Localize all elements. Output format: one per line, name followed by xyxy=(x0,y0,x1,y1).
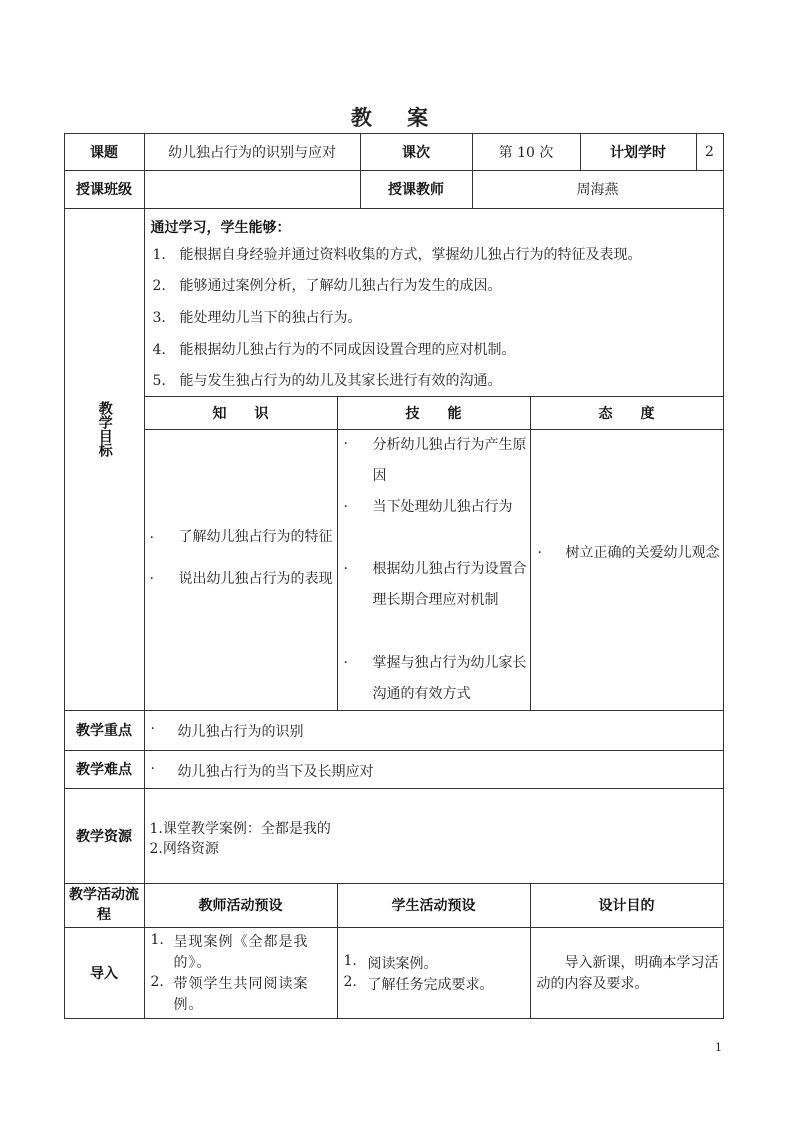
objective-item xyxy=(152,335,516,366)
purpose-cell xyxy=(530,927,724,1019)
bullet: · xyxy=(150,760,155,777)
item-num: 2. xyxy=(343,973,357,990)
knowledge-item: 说出幼儿独占行为的表现 xyxy=(178,570,333,587)
session-label: 课次 xyxy=(360,133,473,171)
attitude-header: 态 度 xyxy=(530,396,724,430)
bullet: · xyxy=(343,560,348,577)
knowledge-item: 了解幼儿独占行为的特征 xyxy=(178,528,333,545)
skills-header: 技 能 xyxy=(337,396,531,430)
objective-item xyxy=(152,366,502,397)
key-point-text: 幼儿独占行为的识别 xyxy=(177,723,304,740)
attitude-cell xyxy=(530,429,724,711)
objectives-label xyxy=(64,208,145,711)
attitude-item: 树立正确的关爱幼儿观念 xyxy=(565,544,720,561)
item-num: 1. xyxy=(150,931,164,948)
knowledge-cell xyxy=(144,429,338,711)
objective-num: 3. xyxy=(152,309,166,326)
resources-cell xyxy=(144,788,724,884)
resource-item: 2.网络资源 xyxy=(149,840,219,857)
teacher-value: 周海燕 xyxy=(472,170,724,209)
resources-label: 教学资源 xyxy=(64,788,145,884)
bullet: · xyxy=(343,498,348,515)
skill-item: 分析幼儿独占行为产生原因 xyxy=(372,436,527,484)
teacher-activity-item: 呈现案例《全都是我的》。 xyxy=(173,933,309,971)
bullet: · xyxy=(343,654,348,671)
objective-num: 2. xyxy=(152,277,166,294)
knowledge-header: 知 识 xyxy=(144,396,338,430)
flow-label: 教学活动流程 xyxy=(64,883,145,928)
page-title: 教 案 xyxy=(350,106,443,130)
bullet: · xyxy=(149,529,154,546)
key-point-label: 教学重点 xyxy=(64,710,145,751)
objective-item xyxy=(152,240,642,271)
skill-item: 掌握与独占行为幼儿家长沟通的有效方式 xyxy=(372,654,527,702)
objective-text: 能与发生独占行为的幼儿及其家长进行有效的沟通。 xyxy=(179,372,502,389)
key-point-cell xyxy=(144,710,724,751)
page-number: 1 xyxy=(715,1041,722,1054)
objective-num: 4. xyxy=(152,341,166,358)
bullet: · xyxy=(537,544,542,561)
bullet: · xyxy=(149,570,154,587)
student-activity-item: 了解任务完成要求。 xyxy=(367,976,494,993)
student-activity-header: 学生活动预设 xyxy=(337,883,531,928)
item-num: 2. xyxy=(150,973,164,990)
difficulty-label: 教学难点 xyxy=(64,750,145,789)
objectives-intro: 通过学习，学生能够： xyxy=(150,219,291,236)
purpose-text: 导入新课，明确本学习活动的内容及要求。 xyxy=(536,954,719,992)
purpose-header: 设计目的 xyxy=(530,883,724,928)
resource-item: 1.课堂教学案例：全都是我的 xyxy=(149,820,331,837)
objective-text: 能够通过案例分析，了解幼儿独占行为发生的成因。 xyxy=(179,277,502,294)
student-activity-item: 阅读案例。 xyxy=(367,955,438,972)
teacher-label: 授课教师 xyxy=(360,170,473,209)
bullet: · xyxy=(150,720,155,737)
teacher-activity-item: 带领学生共同阅读案例。 xyxy=(173,975,309,1013)
stage-intro: 导入 xyxy=(64,927,145,1019)
objective-item xyxy=(152,271,502,302)
teacher-activity-header: 教师活动预设 xyxy=(144,883,338,928)
difficulty-cell xyxy=(144,750,724,789)
class-value xyxy=(144,170,361,209)
objectives-label-text: 教学目标 xyxy=(96,401,113,457)
objectives-list xyxy=(144,208,724,397)
student-activity-cell xyxy=(337,927,531,1019)
item-num: 1. xyxy=(343,952,357,969)
objective-num: 5. xyxy=(152,372,166,389)
objective-text: 能处理幼儿当下的独占行为。 xyxy=(179,309,362,326)
skill-item: 根据幼儿独占行为设置合理长期合理应对机制 xyxy=(372,560,527,608)
session-value: 第 10 次 xyxy=(472,133,581,171)
class-label: 授课班级 xyxy=(64,170,145,209)
topic-value: 幼儿独占行为的识别与应对 xyxy=(144,133,361,171)
skills-cell xyxy=(337,429,531,711)
objective-num: 1. xyxy=(152,246,166,263)
skill-item: 当下处理幼儿独占行为 xyxy=(372,498,513,515)
hours-value: 2 xyxy=(696,133,724,171)
hours-label: 计划学时 xyxy=(580,133,697,171)
objective-text: 能根据幼儿独占行为的不同成因设置合理的应对机制。 xyxy=(179,341,516,358)
topic-label: 课题 xyxy=(64,133,145,171)
objective-item xyxy=(152,303,362,334)
difficulty-text: 幼儿独占行为的当下及长期应对 xyxy=(177,763,374,780)
bullet: · xyxy=(343,435,348,452)
objective-text: 能根据自身经验并通过资料收集的方式，掌握幼儿独占行为的特征及表现。 xyxy=(179,246,642,263)
teacher-activity-cell xyxy=(144,927,338,1019)
